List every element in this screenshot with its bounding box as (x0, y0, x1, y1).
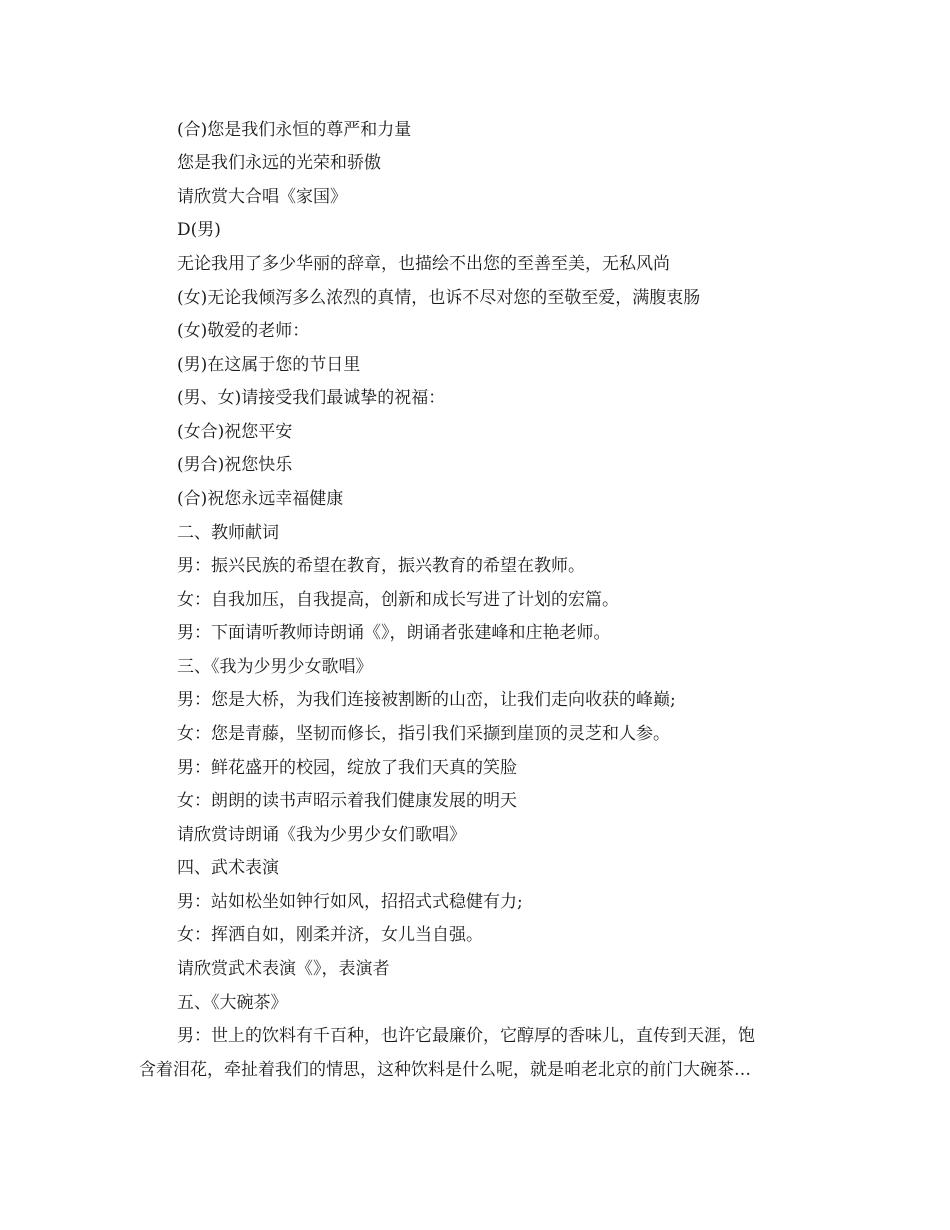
text-line: D(男) (177, 220, 221, 240)
text-line: 男：鲜花盛开的校园，绽放了我们天真的笑脸 (177, 758, 517, 778)
text-line: (女合)祝您平安 (177, 422, 293, 442)
text-line: 男：您是大桥，为我们连接被割断的山峦，让我们走向收获的峰巅; (177, 690, 676, 710)
text-line: 男：站如松坐如钟行如风，招招式式稳健有力; (177, 892, 523, 912)
text-line: 男：振兴民族的希望在教育，振兴教育的希望在教师。 (177, 556, 585, 576)
text-line: 女：您是青藤，坚韧而修长，指引我们采撷到崖顶的灵芝和人参。 (177, 724, 670, 744)
text-line: (合)祝您永远幸福健康 (177, 489, 344, 509)
text-line: 无论我用了多少华丽的辞章，也描绘不出您的至善至美，无私风尚 (177, 254, 670, 274)
text-line: 女：朗朗的读书声昭示着我们健康发展的明天 (177, 791, 517, 811)
text-line: 男：下面请听教师诗朗诵《》，朗诵者张建峰和庄艳老师。 (177, 623, 611, 643)
text-line: 女：自我加压，自我提高，创新和成长写进了计划的宏篇。 (177, 590, 619, 610)
text-line: 您是我们永远的光荣和骄傲 (177, 153, 381, 173)
text-line: (男)在这属于您的节日里 (177, 355, 361, 375)
text-line: (女)无论我倾泻多么浓烈的真情，也诉不尽对您的至敬至爱，满腹衷肠 (177, 288, 701, 308)
text-line: 请欣赏诗朗诵《我为少男少女们歌唱》 (177, 825, 466, 845)
section-heading: 四、武术表演 (177, 858, 279, 878)
text-line: (男、女)请接受我们最诚挚的祝福： (177, 388, 446, 408)
section-heading: 五、《大碗茶》 (177, 993, 288, 1013)
section-heading: 三、《我为少男少女歌唱》 (177, 657, 373, 677)
text-line: 请欣赏大合唱《家国》 (177, 187, 347, 207)
section-heading: 二、教师献词 (177, 523, 279, 543)
text-line: (女)敬爱的老师： (177, 321, 310, 341)
text-line: (男合)祝您快乐 (177, 455, 293, 475)
text-line-continuation: 含着泪花，牵扯着我们的情思，这种饮料是什么呢，就是咱老北京的前门大碗茶… (139, 1060, 751, 1080)
text-line: 请欣赏武术表演《》，表演者 (177, 959, 390, 979)
text-line: 男：世上的饮料有千百种，也许它最廉价，它醇厚的香味儿，直传到天涯，饱 (177, 1026, 755, 1046)
text-line: 女：挥洒自如，刚柔并济，女儿当自强。 (177, 925, 483, 945)
text-line: (合)您是我们永恒的尊严和力量 (177, 120, 412, 140)
